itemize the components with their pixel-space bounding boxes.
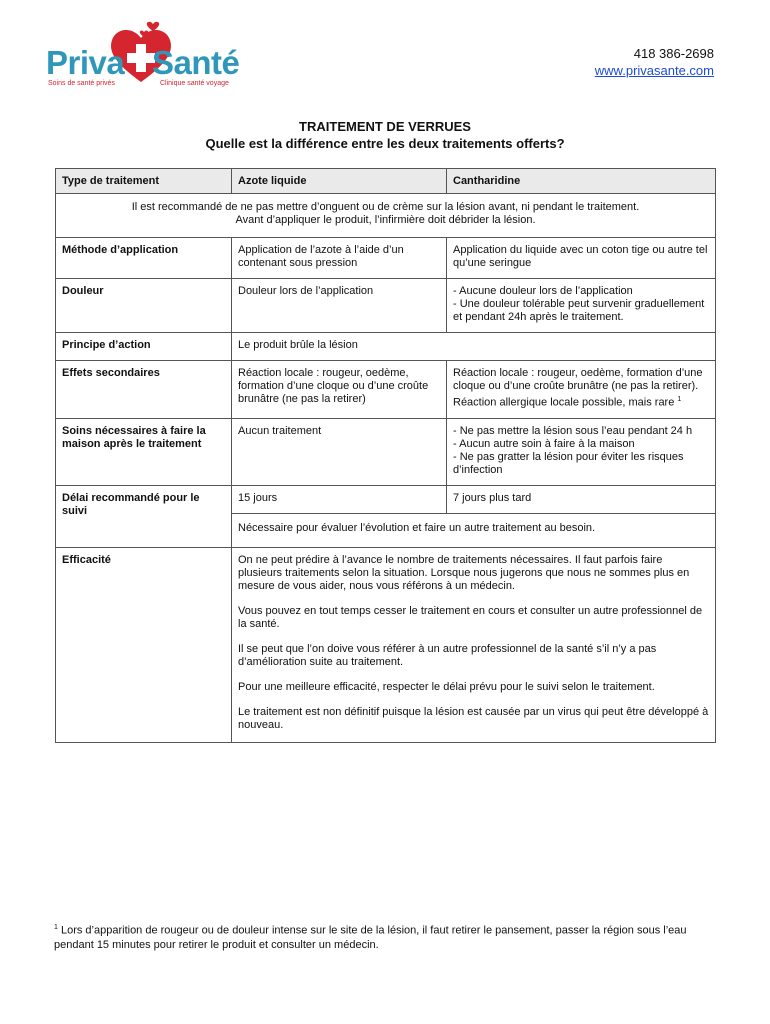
note-line-2: Avant d’appliquer le produit, l’infirmière doit débrider la lésion. bbox=[235, 214, 536, 226]
azote-delai: 15 jours bbox=[232, 485, 447, 513]
header-cantharidine: Cantharidine bbox=[447, 169, 716, 194]
azote-douleur: Douleur lors de l’application bbox=[232, 279, 447, 333]
header-azote: Azote liquide bbox=[232, 169, 447, 194]
header-type: Type de traitement bbox=[56, 169, 232, 194]
canth-effets bbox=[447, 361, 716, 419]
efficacite-content bbox=[232, 547, 716, 742]
logo bbox=[44, 14, 244, 88]
contact-url-link[interactable]: www.privasante.com bbox=[594, 63, 714, 78]
canth-effets-line-2 bbox=[453, 393, 709, 410]
contact-block bbox=[595, 45, 714, 79]
azote-methode: Application de l’azote à l’aide d’un contenant sous pression bbox=[232, 238, 447, 279]
table-row-methode bbox=[56, 238, 716, 279]
efficacite-para-2: Vous pouvez en tout temps cesser le traitement en cours et consulter un autre professionnel de la santé. bbox=[238, 604, 703, 630]
label-effets: Effets secondaires bbox=[56, 361, 232, 419]
label-douleur: Douleur bbox=[56, 279, 232, 333]
delai-note: Nécessaire pour évaluer l’évolution et faire un autre traitement au besoin. bbox=[232, 513, 716, 547]
table-row-douleur bbox=[56, 279, 716, 333]
efficacite-para-5: Le traitement est non définitif puisque la lésion est causée par un virus qui peut être développé à nouveau. bbox=[238, 705, 709, 731]
value-principe: Le produit brûle la lésion bbox=[232, 333, 716, 361]
title-line-2: Quelle est la différence entre les deux traitements offerts? bbox=[205, 136, 565, 151]
azote-soins: Aucun traitement bbox=[232, 418, 447, 485]
table-row-note bbox=[56, 194, 716, 238]
table-row-soins bbox=[56, 418, 716, 485]
efficacite-para-3: Il se peut que l’on doive vous référer à un autre professionnel de la santé s’il n’y a pas d’amélioration suite au traitement. bbox=[238, 642, 657, 668]
note-line-1: Il est recommandé de ne pas mettre d’onguent ou de crème sur la lésion avant, ni pendant le traitement. bbox=[131, 201, 640, 213]
canth-soins-line-2: - Aucun autre soin à faire à la maison bbox=[453, 437, 635, 450]
canth-douleur-line-2: - Une douleur tolérable peut survenir graduellement et pendant 24h après le traitement. bbox=[453, 298, 705, 323]
footnote bbox=[54, 921, 714, 952]
general-note bbox=[56, 194, 716, 238]
label-principe: Principe d’action bbox=[56, 333, 232, 361]
label-soins: Soins nécessaires à faire la maison après le traitement bbox=[56, 418, 232, 485]
canth-douleur-line-1: - Aucune douleur lors de l’application bbox=[453, 285, 633, 297]
label-efficacite: Efficacité bbox=[56, 547, 232, 742]
canth-soins-line-1: - Ne pas mettre la lésion sous l’eau pendant 24 h bbox=[453, 424, 693, 437]
title-line-1: TRAITEMENT DE VERRUES bbox=[299, 119, 471, 134]
table-row-efficacite bbox=[56, 547, 716, 742]
table-row-delai bbox=[56, 485, 716, 513]
canth-effets-line-1: Réaction locale : rougeur, oedème, formation d’une cloque ou d’une croûte brunâtre (ne pas la retirer). bbox=[453, 367, 703, 392]
table-row-principe bbox=[56, 333, 716, 361]
canth-effets-allergy: Réaction allergique locale possible, mais rare bbox=[453, 396, 675, 409]
footnote-ref: 1 bbox=[677, 396, 682, 403]
footnote-marker: 1 bbox=[54, 924, 58, 931]
efficacite-para-1: On ne peut prédire à l’avance le nombre de traitements nécessaires. Il faut parfois faire plusieurs traitements selon la situation. Lorsque nous jugerons que nous ne sommes plus en mesure de vous aider, nous vous référons à un médecin. bbox=[238, 553, 690, 592]
document-title bbox=[0, 118, 770, 152]
table-header-row bbox=[56, 169, 716, 194]
canth-delai: 7 jours plus tard bbox=[447, 485, 716, 513]
label-delai: Délai recommandé pour le suivi bbox=[56, 485, 232, 547]
footnote-text: Lors d’apparition de rougeur ou de douleur intense sur le site de la lésion, il faut retirer le pansement, passer la région sous l’eau pendant 15 minutes pour retirer le produit et consulter un médecin. bbox=[54, 924, 687, 951]
efficacite-para-4: Pour une meilleure efficacité, respecter le délai prévu pour le suivi selon le traitement. bbox=[238, 680, 655, 693]
treatment-table bbox=[55, 168, 716, 743]
canth-douleur bbox=[447, 279, 716, 333]
label-methode: Méthode d’application bbox=[56, 238, 232, 279]
table-row-effets bbox=[56, 361, 716, 419]
logo-tagline-2: Clinique santé voyage bbox=[160, 80, 229, 87]
canth-soins bbox=[447, 418, 716, 485]
canth-soins-line-3: - Ne pas gratter la lésion pour éviter les risques d’infection bbox=[453, 450, 684, 476]
canth-methode: Application du liquide avec un coton tige ou autre tel qu’une seringue bbox=[447, 238, 716, 279]
logo-word-sante: Santé bbox=[152, 44, 240, 81]
contact-phone: 418 386-2698 bbox=[633, 46, 714, 61]
logo-word-priva: Priva bbox=[46, 44, 125, 81]
azote-effets: Réaction locale : rougeur, oedème, formation d’une cloque ou d’une croûte brunâtre (ne pas la retirer) bbox=[232, 361, 447, 419]
logo-tagline-1: Soins de santé privés bbox=[48, 80, 115, 87]
